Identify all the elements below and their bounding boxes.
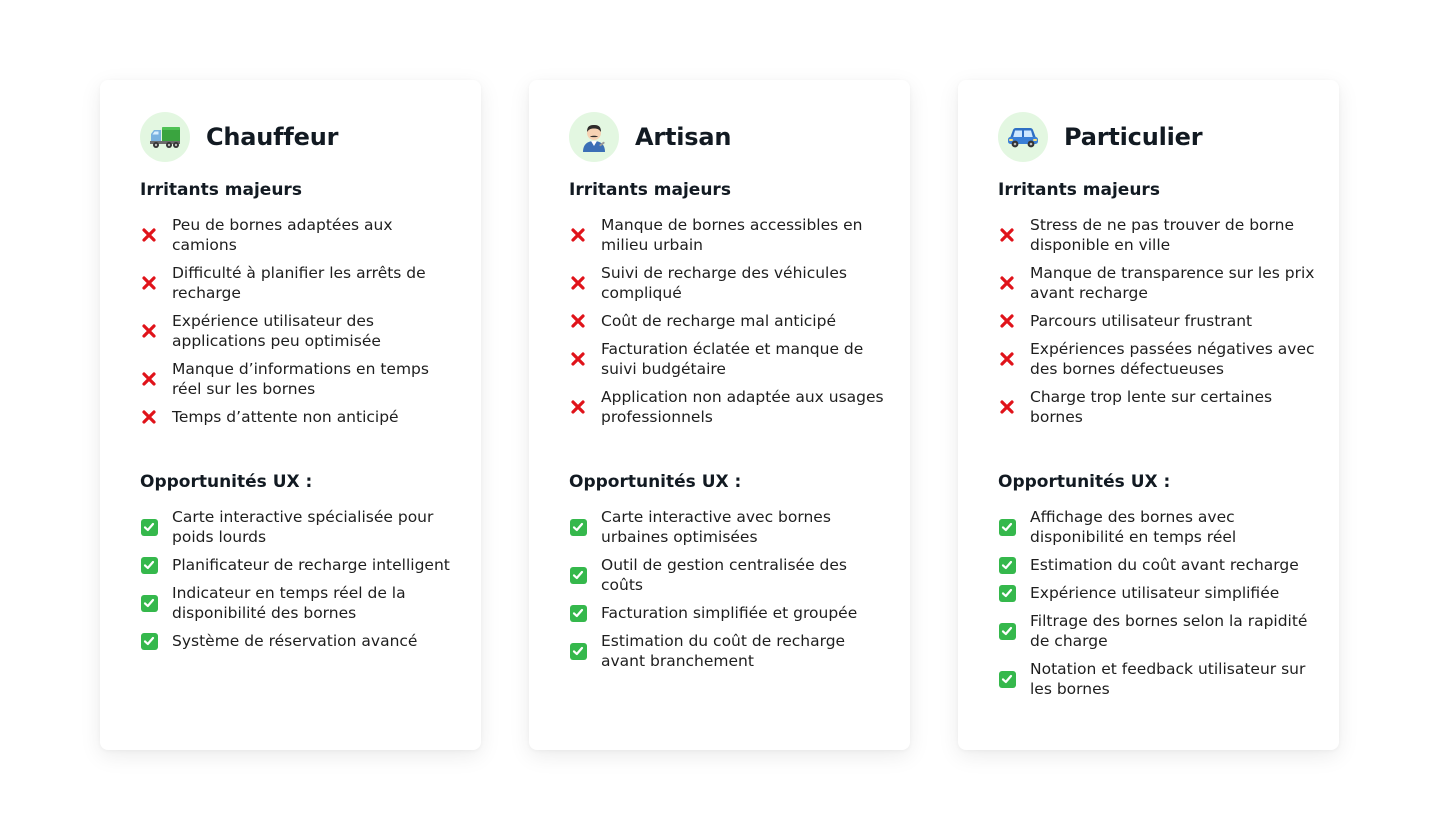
check-mark-icon <box>569 642 587 660</box>
irritant-item <box>140 311 461 351</box>
irritant-text: Application non adaptée aux usages professionnels <box>601 388 884 426</box>
irritant-item <box>998 387 1319 427</box>
opportunity-text: Expérience utilisateur simplifiée <box>1030 584 1280 602</box>
irritant-text: Manque de bornes accessibles en milieu urbain <box>601 216 863 254</box>
opportunity-text: Facturation simplifiée et groupée <box>601 604 858 622</box>
opportunities-heading: Opportunités UX : <box>569 472 742 492</box>
opportunity-text: Planificateur de recharge intelligent <box>172 556 450 574</box>
irritants-list <box>998 215 1319 427</box>
irritant-item <box>140 359 461 399</box>
card-header <box>569 112 890 162</box>
persona-card-chauffeur <box>100 80 481 750</box>
suv-car-icon <box>998 112 1048 162</box>
opportunity-text: Estimation du coût avant recharge <box>1030 556 1299 574</box>
irritant-text: Peu de bornes adaptées aux camions <box>172 216 393 254</box>
irritant-text: Stress de ne pas trouver de borne disponible en ville <box>1030 216 1294 254</box>
opportunities-list <box>569 507 890 671</box>
irritant-item <box>140 215 461 255</box>
check-mark-icon <box>140 594 158 612</box>
opportunity-text: Filtrage des bornes selon la rapidité de charge <box>1030 612 1308 650</box>
check-mark-icon <box>569 566 587 584</box>
check-mark-icon <box>998 584 1016 602</box>
opportunity-item <box>140 507 461 547</box>
card-title: Artisan <box>635 123 732 151</box>
irritant-text: Expériences passées négatives avec des bornes défectueuses <box>1030 340 1315 378</box>
irritant-text: Facturation éclatée et manque de suivi budgétaire <box>601 340 864 378</box>
opportunity-item <box>140 555 461 575</box>
cross-icon <box>998 312 1016 330</box>
irritant-text: Temps d’attente non anticipé <box>172 408 399 426</box>
opportunities-heading: Opportunités UX : <box>998 472 1171 492</box>
irritant-text: Manque de transparence sur les prix avant recharge <box>1030 264 1315 302</box>
opportunity-text: Affichage des bornes avec disponibilité en temps réel <box>1030 508 1237 546</box>
cross-icon <box>140 226 158 244</box>
irritant-text: Manque d’informations en temps réel sur les bornes <box>172 360 429 398</box>
persona-cards <box>100 80 1339 750</box>
cross-icon <box>140 322 158 340</box>
opportunity-text: Carte interactive avec bornes urbaines optimisées <box>601 508 831 546</box>
check-mark-icon <box>569 518 587 536</box>
opportunity-item <box>569 631 890 671</box>
check-mark-icon <box>998 556 1016 574</box>
irritant-item <box>998 339 1319 379</box>
irritant-item <box>569 339 890 379</box>
opportunity-text: Système de réservation avancé <box>172 632 418 650</box>
irritant-item <box>140 407 461 427</box>
irritant-item <box>998 263 1319 303</box>
cross-icon <box>140 274 158 292</box>
irritants-list <box>569 215 890 427</box>
opportunity-item <box>998 507 1319 547</box>
opportunity-item <box>998 555 1319 575</box>
check-mark-icon <box>140 518 158 536</box>
opportunity-item <box>140 583 461 623</box>
opportunity-text: Outil de gestion centralisée des coûts <box>601 556 847 594</box>
cross-icon <box>998 226 1016 244</box>
card-title: Particulier <box>1064 123 1203 151</box>
opportunity-item <box>998 659 1319 699</box>
opportunity-item <box>998 611 1319 651</box>
irritant-item <box>998 311 1319 331</box>
opportunity-item <box>569 603 890 623</box>
irritant-text: Expérience utilisateur des applications peu optimisée <box>172 312 381 350</box>
check-mark-icon <box>998 622 1016 640</box>
card-header <box>998 112 1319 162</box>
opportunity-text: Carte interactive spécialisée pour poids lourds <box>172 508 434 546</box>
mechanic-person-icon <box>569 112 619 162</box>
opportunities-list <box>140 507 461 651</box>
irritant-item <box>140 263 461 303</box>
irritants-list <box>140 215 461 427</box>
irritant-text: Parcours utilisateur frustrant <box>1030 312 1253 330</box>
cross-icon <box>569 312 587 330</box>
cross-icon <box>569 226 587 244</box>
cross-icon <box>140 408 158 426</box>
opportunity-text: Estimation du coût de recharge avant branchement <box>601 632 846 670</box>
irritant-item <box>569 387 890 427</box>
cross-icon <box>569 350 587 368</box>
check-mark-icon <box>140 632 158 650</box>
irritant-item <box>569 311 890 331</box>
opportunity-item <box>569 555 890 595</box>
persona-card-particulier <box>958 80 1339 750</box>
cross-icon <box>140 370 158 388</box>
irritant-text: Coût de recharge mal anticipé <box>601 312 836 330</box>
delivery-truck-icon <box>140 112 190 162</box>
opportunity-item <box>998 583 1319 603</box>
irritants-heading: Irritants majeurs <box>140 180 302 200</box>
opportunities-heading: Opportunités UX : <box>140 472 313 492</box>
irritant-text: Suivi de recharge des véhicules compliqué <box>601 264 847 302</box>
cross-icon <box>998 350 1016 368</box>
card-title: Chauffeur <box>206 123 339 151</box>
opportunity-text: Notation et feedback utilisateur sur les bornes <box>1030 660 1306 698</box>
irritant-text: Difficulté à planifier les arrêts de recharge <box>172 264 426 302</box>
irritants-heading: Irritants majeurs <box>998 180 1160 200</box>
irritant-item <box>998 215 1319 255</box>
check-mark-icon <box>998 670 1016 688</box>
cross-icon <box>998 398 1016 416</box>
irritant-text: Charge trop lente sur certaines bornes <box>1030 388 1273 426</box>
cross-icon <box>569 274 587 292</box>
cross-icon <box>569 398 587 416</box>
cross-icon <box>998 274 1016 292</box>
check-mark-icon <box>569 604 587 622</box>
opportunity-text: Indicateur en temps réel de la disponibilité des bornes <box>172 584 406 622</box>
irritant-item <box>569 215 890 255</box>
irritants-heading: Irritants majeurs <box>569 180 731 200</box>
check-mark-icon <box>998 518 1016 536</box>
opportunity-item <box>569 507 890 547</box>
irritant-item <box>569 263 890 303</box>
check-mark-icon <box>140 556 158 574</box>
card-header <box>140 112 461 162</box>
persona-card-artisan <box>529 80 910 750</box>
opportunity-item <box>140 631 461 651</box>
opportunities-list <box>998 507 1319 699</box>
